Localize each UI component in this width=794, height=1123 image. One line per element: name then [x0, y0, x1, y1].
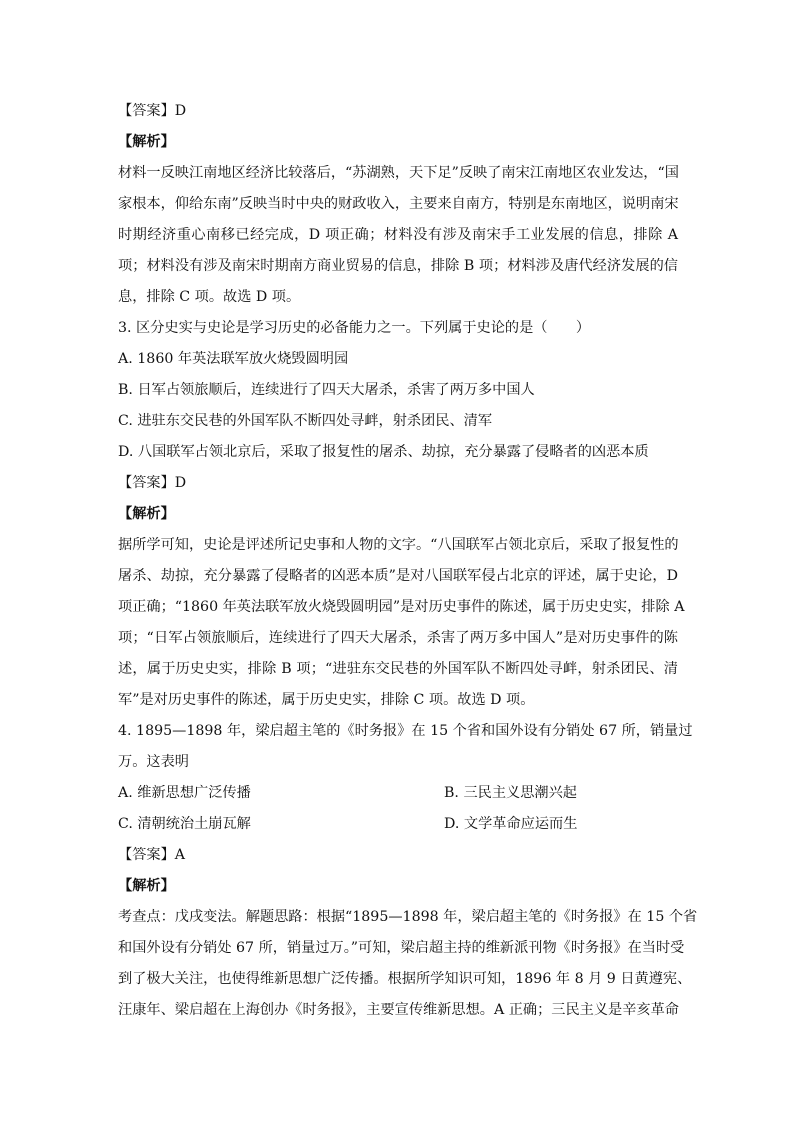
analysis-line: 和国外设有分销处 67 所，销量过万。”可知，梁启超主持的维新派刊物《时务报》在当时受	[118, 940, 685, 956]
analysis-line: 汪康年、梁启超在上海创办《时务报》，主要宣传维新思想。A 正确；三民主义是辛亥革命	[118, 1002, 679, 1018]
analysis-line: 项；“日军占领旅顺后，连续进行了四天大屠杀，杀害了两万多中国人”是对历史事件的陈	[118, 630, 678, 646]
option-a: A. 1860 年英法联军放火烧毁圆明园	[118, 351, 349, 367]
analysis-line: 家根本，仰给东南”反映当时中央的财政收入，主要来自南方，特别是东南地区，说明南宋	[118, 196, 679, 212]
analysis-line: 考查点：戊戌变法。解题思路：根据“1895—1898 年，梁启超主笔的《时务报》在 15 个省	[118, 909, 698, 925]
option-d: D. 八国联军占领北京后，采取了报复性的屠杀、劫掠，充分暴露了侵略者的凶恶本质	[118, 444, 649, 460]
question-stem: 万。这表明	[118, 754, 189, 770]
analysis-line: 屠杀、劫掠，充分暴露了侵略者的凶恶本质”是对八国联军侵占北京的评述，属于史论，D	[118, 568, 678, 584]
analysis-label: 【解析】	[118, 134, 175, 150]
option-d: D. 文学革命应运而生	[444, 816, 578, 832]
analysis-label: 【解析】	[118, 506, 175, 522]
analysis-line: 材料一反映江南地区经济比较落后，“苏湖熟，天下足”反映了南宋江南地区农业发达，“国	[118, 165, 679, 181]
answer-label: 【答案】D	[118, 103, 187, 119]
option-b: B. 日军占领旅顺后，连续进行了四天大屠杀，杀害了两万多中国人	[118, 382, 535, 398]
option-c: C. 清朝统治土崩瓦解	[118, 816, 251, 832]
document-page	[118, 96, 698, 1026]
options-row	[118, 778, 678, 809]
options-row	[118, 809, 678, 840]
analysis-line: 述，属于历史史实，排除 B 项；“进驻东交民巷的外国军队不断四处寻衅，射杀团民、清	[118, 661, 678, 677]
analysis-line: 息，排除 C 项。故选 D 项。	[118, 289, 301, 305]
analysis-line: 时期经济重心南移已经完成，D 项正确；材料没有涉及南宋手工业发展的信息，排除 A	[118, 227, 678, 243]
option-b: B. 三民主义思潮兴起	[444, 785, 577, 801]
analysis-line: 项；材料没有涉及南宋时期南方商业贸易的信息，排除 B 项；材料涉及唐代经济发展的信	[118, 258, 678, 274]
analysis-line: 军”是对历史事件的陈述，属于历史史实，排除 C 项。故选 D 项。	[118, 692, 535, 708]
question-stem: 4. 1895—1898 年，梁启超主笔的《时务报》在 15 个省和国外设有分销处 67 所，销量过	[118, 723, 693, 739]
option-a: A. 维新思想广泛传播	[118, 785, 251, 801]
answer-label: 【答案】A	[118, 847, 185, 863]
answer-label: 【答案】D	[118, 475, 187, 491]
analysis-label: 【解析】	[118, 878, 175, 894]
analysis-line: 据所学可知，史论是评述所记史事和人物的文字。“八国联军占领北京后，采取了报复性的	[118, 537, 679, 553]
analysis-line: 项正确；“1860 年英法联军放火烧毁圆明园”是对历史事件的陈述，属于历史史实，排除 A	[118, 599, 685, 615]
analysis-line: 到了极大关注，也使得维新思想广泛传播。根据所学知识可知，1896 年 8 月 9 日黄遵宪、	[118, 971, 692, 987]
option-c: C. 进驻东交民巷的外国军队不断四处寻衅，射杀团民、清军	[118, 413, 493, 429]
question-stem: 3. 区分史实与史论是学习历史的必备能力之一。下列属于史论的是（ ）	[118, 320, 591, 336]
